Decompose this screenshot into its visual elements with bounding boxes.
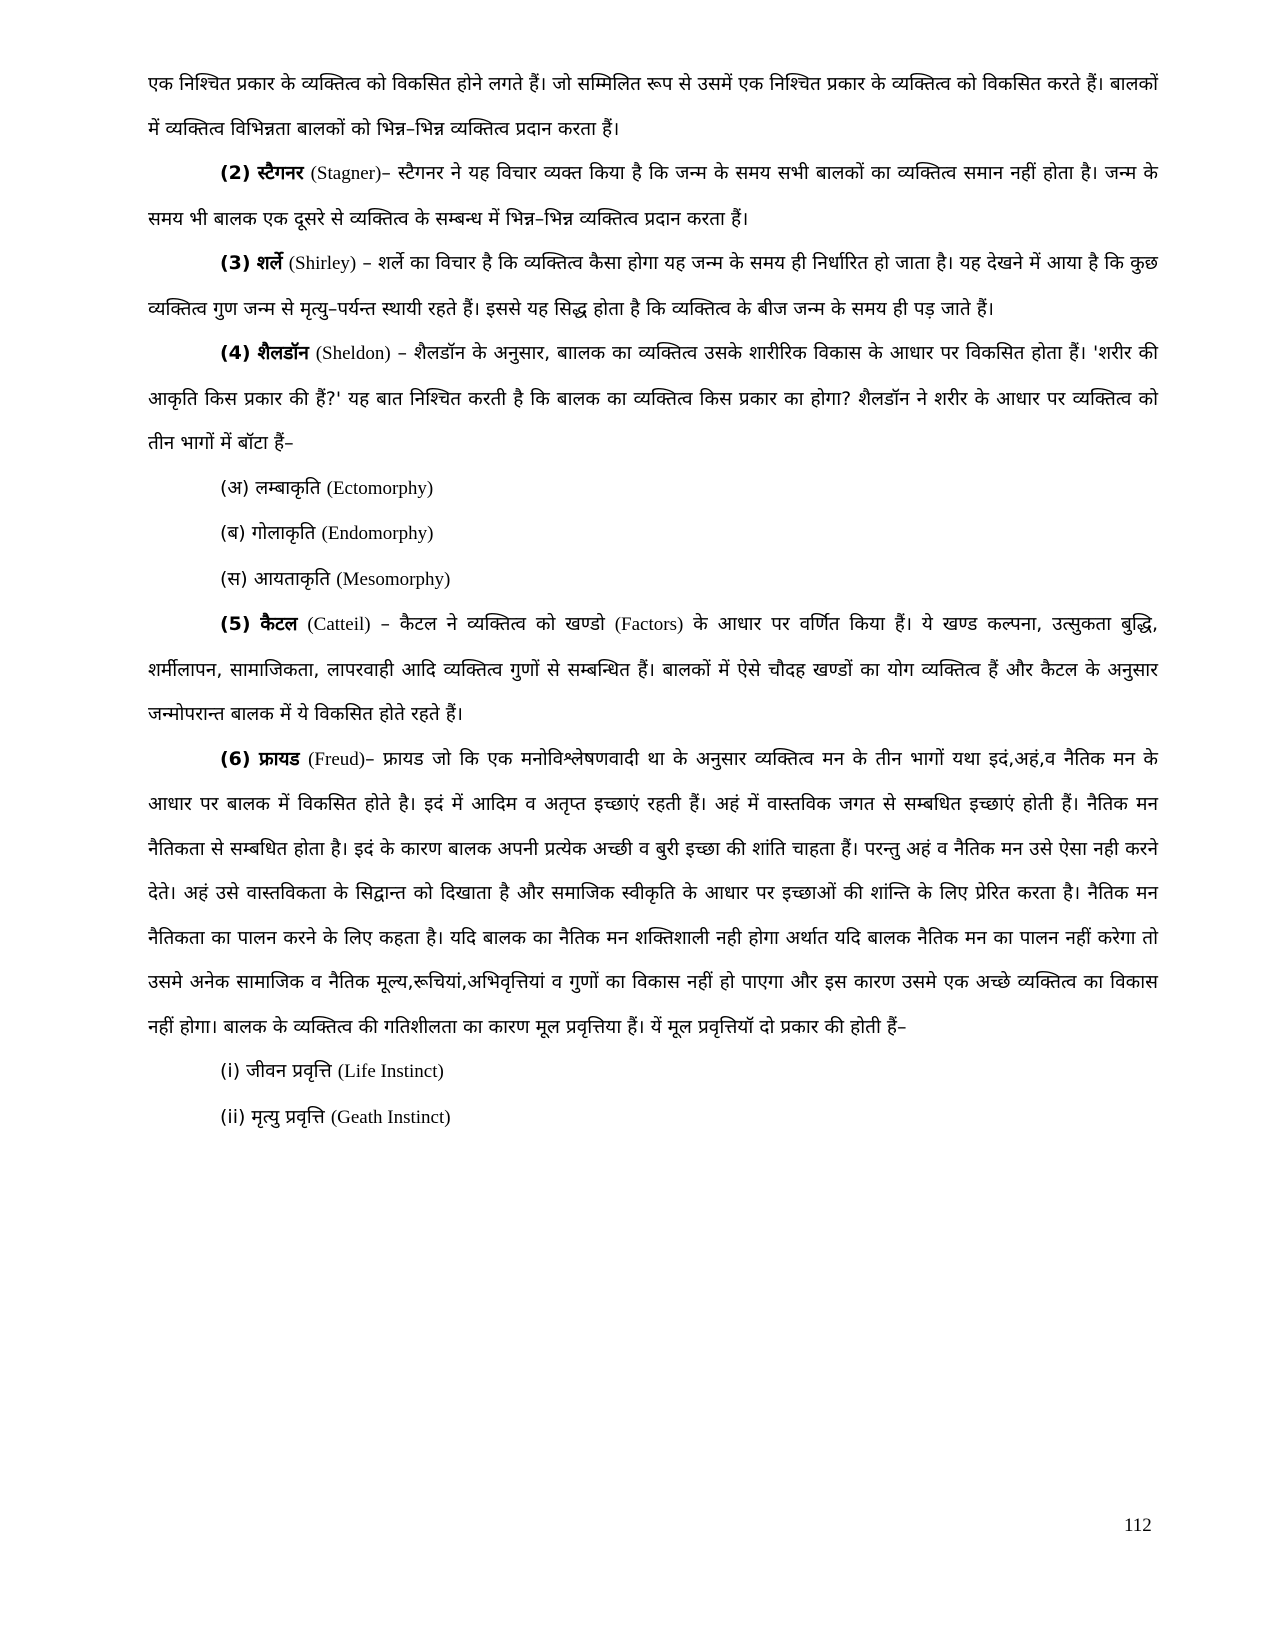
section-shirley [148, 241, 1158, 331]
list-item [148, 466, 1158, 512]
list-item-label: (अ) लम्बाकृति [220, 476, 321, 499]
list-item-latin: (Ectomorphy) [326, 477, 434, 499]
list-item-label: (ब) गोलाकृति [220, 522, 316, 544]
list-item [148, 557, 1158, 603]
section-stagner [148, 151, 1158, 241]
list-item-latin: (Mesomorphy) [336, 568, 451, 590]
section-body: – फ्रायड जो कि एक मनोविश्लेषणवादी था के अनुसार व्यक्तित्व मन के तीन भागों यथा इदं,अहं,व नैतिक मन के आधार पर बालक में विकसित होते है। इदं में आदिम व अतृप्त इच्छाएं रहती हैं। अहं में वास्तविक जगत से सम्बधित इच्छाएं होती हैं। नैतिक मन नैतिकता से सम्बधित होता है। इदं के कारण बालक अपनी प्रत्येक अच्छी व बुरी इच्छा की शांति चाहता हैं। परन्तु अहं व नैतिक मन उसे ऐसा नही करने देते। अहं उसे वास्तविकता के सिद्वान्त को दिखाता है और समाजिक स्वीकृति के आधार पर इच्छाओं की शांन्ति के लिए प्रेरित करता है। नैतिक मन नैतिकता का पालन करने के लिए कहता है। यदि बालक का नैतिक मन शक्तिशाली नही होगा अर्थात यदि बालक नैतिक मन का पालन नहीं करेगा तो उसमे अनेक सामाजिक व नैतिक मूल्य,रूचियां,अभिवृत्तियां व गुणों का विकास नहीं हो पाएगा और इस कारण उसमे एक अच्छे व्यक्तित्व का विकास नहीं होगा। बालक के व्यक्तित्व की गतिशीलता का कारण मूल प्रवृत्तिया हैं। यें मूल प्रवृत्तियॉ दो प्रकार की होती हैं– [148, 747, 1158, 1038]
section-number: (5) [220, 613, 251, 635]
body-type-list [148, 466, 1158, 603]
section-title: कैटल [260, 613, 298, 635]
section-latin-name: (Stagner) [310, 163, 382, 184]
instinct-list [148, 1049, 1158, 1140]
section-title: शैलडॉन [257, 342, 309, 364]
list-item-latin: (Geath Instinct) [330, 1106, 451, 1128]
list-item-label: (स) आयताकृति [220, 567, 331, 590]
section-freud [148, 737, 1158, 1050]
section-number: (2) [220, 162, 251, 184]
section-body: – स्टैगनर ने यह विचार व्यक्त किया है कि जन्म के समय सभी बालकों का व्यक्तित्व समान नहीं होता है। जन्म के समय भी बालक एक दूसरे से व्यक्तित्व के सम्बन्ध में भिन्न–भिन्न व्यक्तित्व प्रदान करता हैं। [148, 162, 1158, 230]
list-item [148, 1095, 1158, 1141]
section-body-latin: (Factors) [614, 614, 684, 635]
section-title: फ्रायड [258, 747, 300, 770]
section-body-post: के आधार पर वर्णित किया हैं। ये खण्ड कल्पना, उत्सुकता बुद्धि, शर्मीलापन, सामाजिकता, लापरवाही आदि व्यक्तित्व गुणों से सम्बन्धित हैं। बालकों में ऐसे चौदह खण्डों का योग व्यक्तित्व हैं और कैटल के अनुसार जन्मोपरान्त बालक में ये विकसित होते रहते हैं। [148, 613, 1158, 725]
section-catteil [148, 602, 1158, 737]
section-latin-name: (Freud) [308, 748, 366, 770]
opening-paragraph: एक निश्चित प्रकार के व्यक्तित्व को विकसित होने लगते हैं। जो सम्मिलित रूप से उसमें एक निश्चित प्रकार के व्यक्तित्व को विकसित करते हैं। बालकों में व्यक्तित्व विभिन्नता बालकों को भिन्न–भिन्न व्यक्तित्व प्रदान करता हैं। [148, 73, 1158, 140]
list-item-latin: (Endomorphy) [321, 523, 434, 544]
list-item-label: (ii) मृत्यु प्रवृत्ति [220, 1105, 325, 1128]
list-item [148, 511, 1158, 557]
section-title: शर्ले [256, 252, 283, 274]
list-item-label: (i) जीवन प्रवृत्ति [220, 1060, 332, 1082]
list-item-latin: (Life Instinct) [337, 1061, 444, 1082]
section-title: स्टैगनर [257, 162, 304, 184]
section-number: (3) [220, 252, 251, 274]
list-item [148, 1049, 1158, 1095]
section-latin-name: (Catteil) [307, 614, 371, 635]
section-body: – शर्ले का विचार है कि व्यक्तित्व कैसा होगा यह जन्म के समय ही निर्धारित हो जाता है। यह देखने में आया है कि कुछ व्यक्तित्व गुण जन्म से मृत्यु–पर्यन्त स्थायी रहते हैं। इससे यह सिद्ध होता है कि व्यक्तित्व के बीज जन्म के समय ही पड़ जाते हैं। [148, 252, 1158, 320]
section-latin-name: (Shirley) [288, 253, 357, 274]
section-body: – शैलडॉन के अनुसार, बाालक का व्यक्तित्व उसके शारीरिक विकास के आधार पर विकसित होता हैं। 'शरीर की आकृति किस प्रकार की हैं?' यह बात निश्चित करती है कि बालक का व्यक्तित्व किस प्रकार का होगा? शैलडॉन ने शरीर के आधार पर व्यक्तित्व को तीन भागों में बॉटा हैं– [148, 342, 1158, 454]
section-latin-name: (Sheldon) [315, 343, 391, 364]
document-page [148, 62, 1158, 1140]
section-number: (6) [220, 747, 251, 770]
page-number: 112 [1124, 1515, 1152, 1536]
section-sheldon [148, 331, 1158, 466]
section-number: (4) [220, 342, 251, 364]
section-body-pre: – कैटल ने व्यक्तित्व को खण्डो [370, 613, 615, 635]
